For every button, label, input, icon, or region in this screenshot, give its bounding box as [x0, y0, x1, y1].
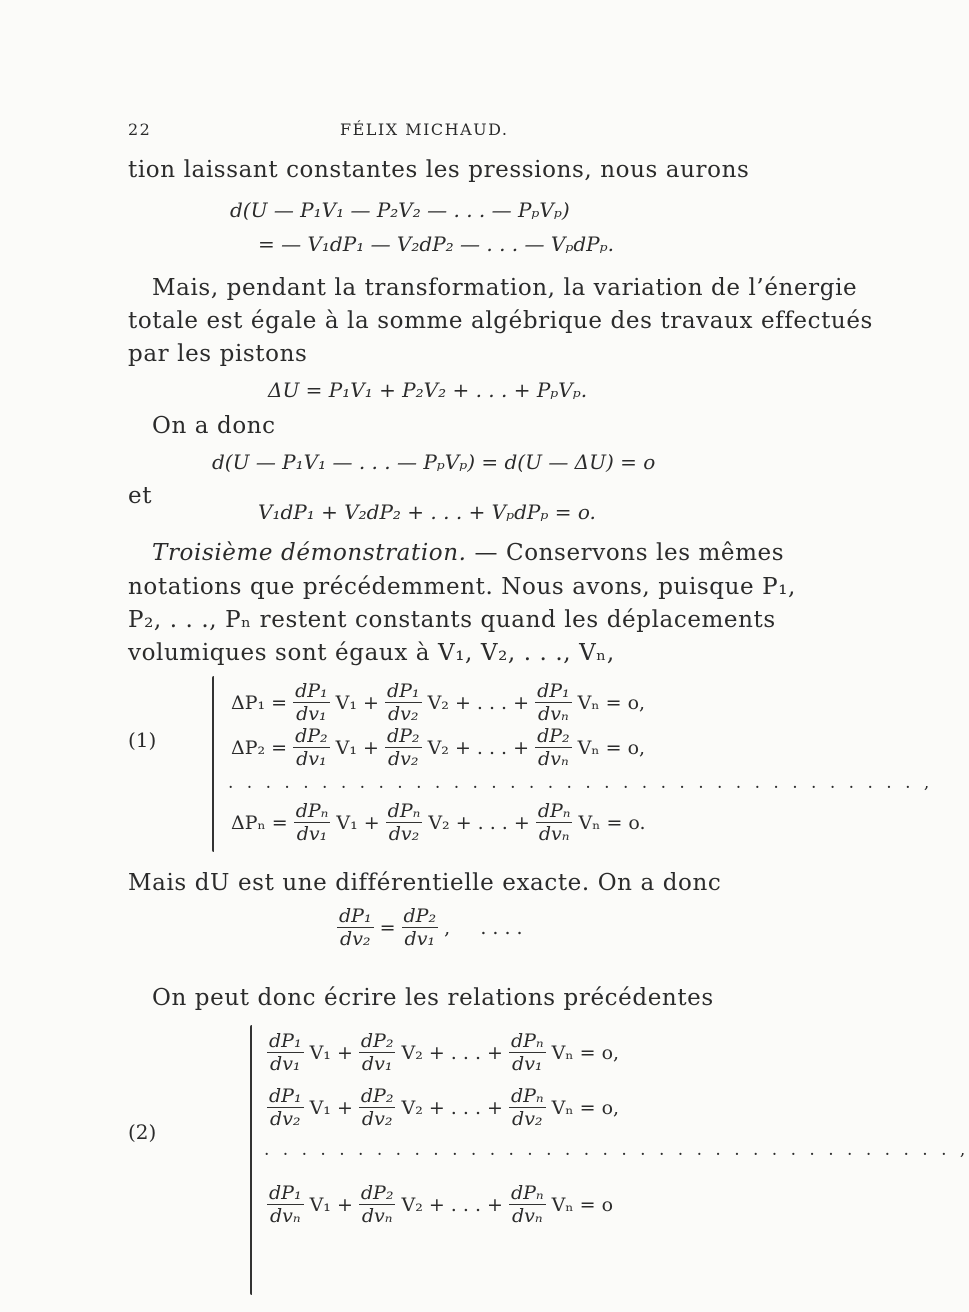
denominator: dv₁	[296, 823, 328, 845]
denominator: dv₁	[361, 1053, 393, 1075]
term: V₁ +	[309, 1193, 353, 1216]
term: , . . . .	[444, 916, 523, 939]
term: Vₙ = o,	[577, 736, 646, 759]
fraction	[293, 725, 330, 770]
equation: = — V₁dP₁ — V₂dP₂ — . . . — VₚdPₚ.	[258, 232, 614, 256]
text-line: P₂, . . ., Pₙ restent constants quand les déplacements	[128, 607, 776, 633]
denominator: dv₂	[361, 1108, 393, 1130]
term: V₁ +	[335, 691, 379, 714]
numerator: dP₂	[295, 725, 328, 747]
term: V₂ + . . . +	[427, 736, 530, 759]
text-line	[152, 540, 784, 566]
fraction	[402, 905, 439, 950]
fraction	[267, 1030, 304, 1075]
denominator: dv₂	[388, 823, 420, 845]
dotted-line: . . . . . . . . . . . . . . . . . . . . . . . . . . . . . . . . . . . . . ,	[264, 1140, 969, 1160]
fraction	[267, 1085, 304, 1130]
equation-lhs: ΔP₁ =	[231, 691, 288, 714]
numerator: dP₁	[269, 1030, 302, 1052]
equation-row	[228, 800, 649, 845]
text-fragment: — Conservons les mêmes	[466, 540, 785, 566]
fraction	[509, 1085, 546, 1130]
denominator: dvₙ	[269, 1205, 301, 1227]
denominator: dv₂	[270, 1108, 301, 1130]
fraction	[385, 680, 422, 725]
numerator: dP₂	[386, 725, 420, 747]
equation-lhs: ΔP₂ =	[231, 736, 288, 759]
fraction	[386, 800, 423, 845]
denominator: dvₙ	[361, 1205, 393, 1227]
numerator: dP₁	[269, 1085, 302, 1107]
text-line: totale est égale à la somme algébrique des travaux effectués	[128, 308, 873, 334]
equation: ΔU = P₁V₁ + P₂V₂ + . . . + PₚVₚ.	[268, 378, 588, 402]
running-title: FÉLIX MICHAUD.	[340, 120, 509, 139]
fraction	[359, 1085, 396, 1130]
equation-row	[264, 1182, 616, 1227]
denominator: dv₁	[512, 1053, 543, 1075]
denominator: dv₁	[270, 1053, 301, 1075]
equation-lhs: ΔPₙ =	[231, 811, 288, 834]
equation-row	[264, 1030, 622, 1075]
term: Vₙ = o,	[577, 691, 646, 714]
denominator: dv₂	[388, 748, 419, 770]
dotted-line: . . . . . . . . . . . . . . . . . . . . . . . . . . . . . . . . . . . . . ,	[228, 773, 934, 793]
equation-row	[228, 680, 648, 725]
denominator: dvₙ	[538, 748, 569, 770]
term: Vₙ = o,	[551, 1096, 620, 1119]
equation-row	[264, 1085, 622, 1130]
term: V₂ + . . . +	[401, 1096, 503, 1119]
numerator: dPₙ	[295, 800, 329, 822]
term: V₂ + . . . +	[427, 691, 530, 714]
term: V₁ +	[336, 811, 380, 834]
equation-label: (1)	[128, 728, 157, 752]
term: Vₙ = o,	[551, 1041, 620, 1064]
numerator: dPₙ	[510, 1085, 544, 1107]
term: V₂ + . . . +	[401, 1193, 503, 1216]
fraction	[294, 800, 331, 845]
numerator: dP₁	[269, 1182, 302, 1204]
text-line: par les pistons	[128, 341, 308, 367]
fraction	[385, 725, 422, 770]
fraction	[509, 1182, 546, 1227]
numerator: dP₁	[386, 680, 420, 702]
denominator: dv₂	[340, 928, 371, 950]
numerator: dPₙ	[510, 1182, 544, 1204]
numerator: dP₁	[537, 680, 570, 702]
numerator: dP₁	[295, 680, 328, 702]
term: V₁ +	[335, 736, 379, 759]
section-title: Troisième démonstration.	[152, 540, 467, 566]
text-line: volumiques sont égaux à V₁, V₂, . . ., Vₙ,	[128, 640, 615, 666]
text-line: On a donc	[152, 413, 276, 439]
denominator: dvₙ	[538, 823, 570, 845]
term: V₂ + . . . +	[428, 811, 530, 834]
equation: d(U — P₁V₁ — P₂V₂ — . . . — PₚVₚ)	[230, 198, 570, 222]
equals-sign: =	[379, 916, 396, 939]
text-line: Mais, pendant la transformation, la variation de l’énergie	[152, 275, 858, 301]
term: V₁ +	[309, 1041, 353, 1064]
numerator: dPₙ	[510, 1030, 544, 1052]
equation: d(U — P₁V₁ — . . . — PₚVₚ) = d(U — ΔU) = o	[212, 450, 656, 474]
denominator: dvₙ	[511, 1205, 543, 1227]
numerator: dP₂	[360, 1030, 394, 1052]
page-number: 22	[128, 120, 152, 139]
numerator: dPₙ	[387, 800, 421, 822]
fraction	[267, 1182, 304, 1227]
fraction	[359, 1182, 396, 1227]
term: Vₙ = o.	[578, 811, 646, 834]
text-line: Mais dU est une différentielle exacte. On a donc	[128, 870, 722, 896]
fraction	[293, 680, 330, 725]
numerator: dP₂	[403, 905, 437, 927]
numerator: dP₂	[360, 1182, 394, 1204]
denominator: dv₂	[388, 703, 419, 725]
text-line: tion laissant constantes les pressions, nous aurons	[128, 157, 750, 183]
brace	[212, 676, 214, 852]
fraction	[535, 725, 572, 770]
text-line: On peut donc écrire les relations précédentes	[152, 985, 714, 1011]
numerator: dP₂	[360, 1085, 394, 1107]
denominator: dv₁	[296, 748, 327, 770]
text-line: et	[128, 483, 153, 509]
denominator: dv₁	[296, 703, 327, 725]
fraction	[536, 800, 573, 845]
fraction	[509, 1030, 546, 1075]
text-line: notations que précédemment. Nous avons, puisque P₁,	[128, 574, 796, 600]
fraction	[337, 905, 374, 950]
term: V₂ + . . . +	[401, 1041, 503, 1064]
numerator: dP₂	[537, 725, 570, 747]
numerator: dP₁	[339, 905, 372, 927]
equation: V₁dP₁ + V₂dP₂ + . . . + VₚdPₚ = o.	[258, 500, 596, 524]
denominator: dv₁	[404, 928, 436, 950]
equation-row	[228, 725, 648, 770]
fraction	[359, 1030, 396, 1075]
term: V₁ +	[309, 1096, 353, 1119]
fraction	[535, 680, 572, 725]
denominator: dvₙ	[538, 703, 569, 725]
denominator: dv₂	[512, 1108, 543, 1130]
numerator: dPₙ	[537, 800, 571, 822]
term: Vₙ = o	[551, 1193, 614, 1216]
equation-label: (2)	[128, 1120, 157, 1144]
equation-row	[334, 905, 526, 950]
brace	[250, 1025, 252, 1295]
